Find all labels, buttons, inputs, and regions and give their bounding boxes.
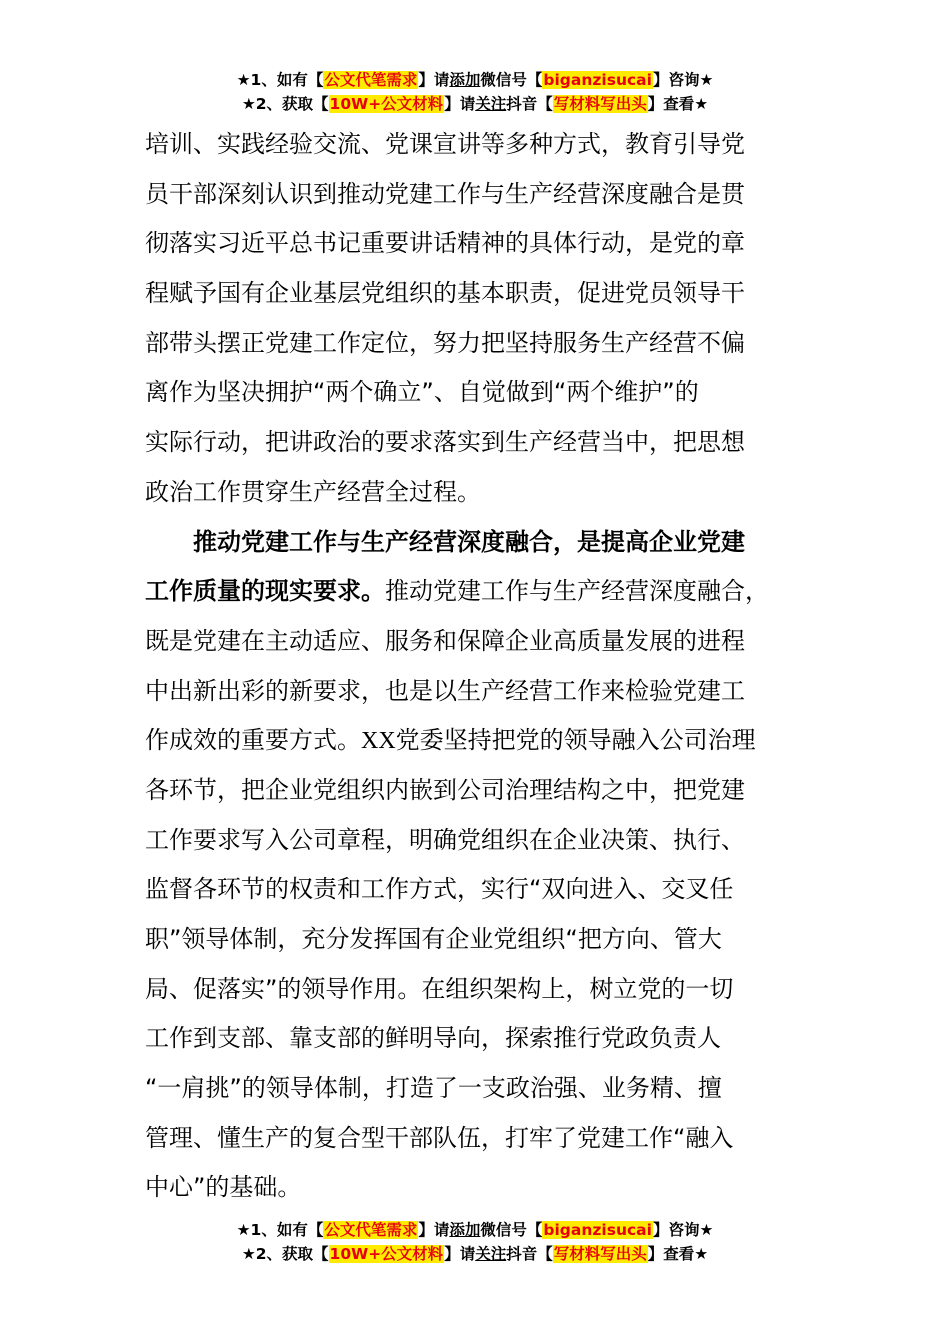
text-line: 中心”的基础。 — [145, 1173, 302, 1202]
promo-line-1: ★1、如有【公文代笔需求】请添加微信号【biganzisucai】咨询★ — [236, 71, 714, 89]
text-line: 工作到支部、靠支部的鲜明导向，探索推行党政负责人 — [145, 1024, 721, 1053]
wechat-id-highlight: biganzisucai — [543, 71, 652, 89]
paragraph-1 — [145, 120, 835, 518]
text-line: 程赋予国有企业基层党组织的基本职责，促进党员领导干 — [145, 279, 745, 308]
text-line: 实际行动，把讲政治的要求落实到生产经营当中，把思想 — [145, 428, 745, 457]
douyin-highlight: 写材料写出头 — [553, 1245, 647, 1263]
promo-line-1: ★1、如有【公文代笔需求】请添加微信号【biganzisucai】咨询★ — [236, 1221, 714, 1239]
text-line: 局、促落实”的领导作用。在组织架构上，树立党的一切 — [145, 974, 734, 1003]
promo-line-2: ★2、获取【10W+公文材料】请关注抖音【写材料写出头】查看★ — [241, 1245, 709, 1263]
text-line: 彻落实习近平总书记重要讲话精神的具体行动，是党的章 — [145, 229, 745, 258]
paragraph-2 — [145, 518, 835, 1214]
text-line: 管理、懂生产的复合型干部队伍，打牢了党建工作“融入 — [145, 1123, 734, 1152]
text-line: “一肩挑”的领导体制，打造了一支政治强、业务精、擅 — [145, 1074, 722, 1103]
text-line: 工作要求写入公司章程，明确党组织在企业决策、执行、 — [145, 825, 745, 854]
text-line: 监督各环节的权责和工作方式，实行“双向进入、交叉任 — [145, 875, 734, 904]
promo-line-2: ★2、获取【10W+公文材料】请关注抖音【写材料写出头】查看★ — [241, 95, 709, 113]
text-line: 作成效的重要方式。XX党委坚持把党的领导融入公司治理 — [145, 726, 756, 755]
wechat-id-highlight: biganzisucai — [543, 1221, 652, 1239]
douyin-highlight: 写材料写出头 — [553, 95, 647, 113]
document-body — [145, 120, 835, 1213]
service-highlight: 公文代笔需求 — [324, 1221, 418, 1239]
text-line: 各环节，把企业党组织内嵌到公司治理结构之中，把党建 — [145, 775, 745, 804]
materials-highlight: 10W+公文材料 — [329, 95, 444, 113]
text-line: 培训、实践经验交流、党课宣讲等多种方式，教育引导党 — [145, 130, 745, 158]
text-line: 员干部深刻认识到推动党建工作与生产经营深度融合是贯 — [145, 179, 745, 208]
text-line: 离作为坚决拥护“两个确立”、自觉做到“两个维护”的 — [145, 378, 699, 407]
text-line: 部带头摆正党建工作定位，努力把坚持服务生产经营不偏 — [145, 328, 745, 357]
footer-promo-banner — [0, 1218, 950, 1266]
text-line: 政治工作贯穿生产经营全过程。 — [145, 477, 481, 506]
text-line: 工作质量的现实要求。推动党建工作与生产经营深度融合， — [145, 577, 769, 606]
service-highlight: 公文代笔需求 — [324, 71, 418, 89]
text-line: 职”领导体制，充分发挥国有企业党组织“把方向、管大 — [145, 925, 722, 953]
text-line: 中出新出彩的新要求，也是以生产经营工作来检验党建工 — [145, 676, 745, 705]
text-line: 既是党建在主动适应、服务和保障企业高质量发展的进程 — [145, 626, 745, 655]
header-promo-banner — [0, 68, 950, 116]
paragraph-heading: 推动党建工作与生产经营深度融合，是提高企业党建 — [193, 527, 745, 556]
paragraph-heading-end: 工作质量的现实要求。 — [145, 577, 385, 606]
materials-highlight: 10W+公文材料 — [329, 1245, 444, 1263]
